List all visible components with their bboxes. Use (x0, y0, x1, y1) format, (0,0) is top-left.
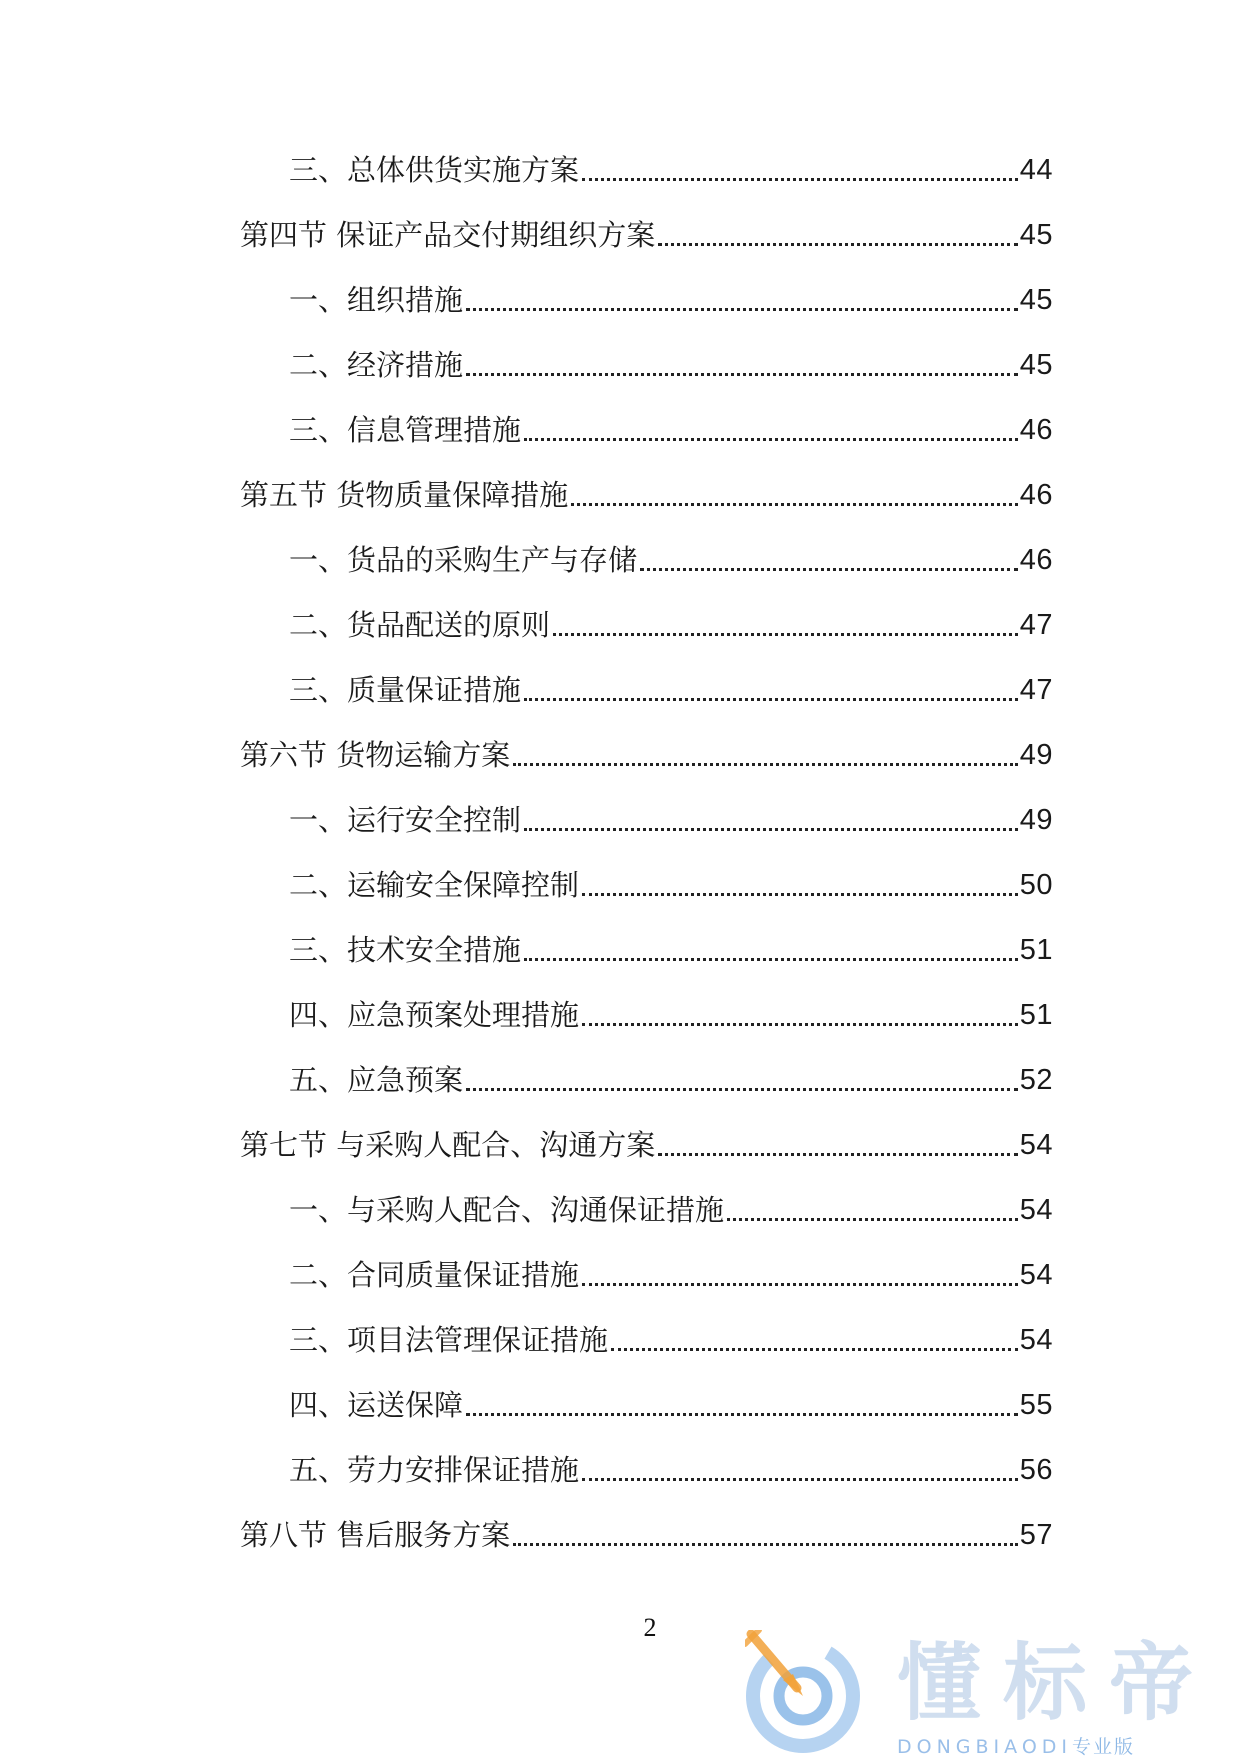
toc-entry[interactable] (289, 1060, 1053, 1100)
toc-entry[interactable] (289, 1450, 1053, 1490)
toc-entry[interactable] (289, 930, 1053, 970)
toc-entry[interactable] (289, 800, 1053, 840)
toc-entry-title: 三、项目法管理保证措施 (289, 1323, 609, 1357)
toc-entry-page: 56 (1019, 1454, 1053, 1486)
brand-watermark (745, 1630, 1225, 1758)
toc-entry-title: 二、运输安全保障控制 (289, 868, 580, 902)
toc-dot-leader (466, 1413, 1018, 1416)
toc-entry[interactable] (289, 410, 1053, 450)
toc-entry-page: 52 (1019, 1064, 1053, 1096)
toc-entry-title: 四、运送保障 (289, 1388, 464, 1422)
toc-entry-title: 五、劳力安排保证措施 (289, 1453, 580, 1487)
toc-dot-leader (553, 633, 1018, 636)
toc-entry-page: 54 (1019, 1259, 1053, 1291)
toc-entry[interactable] (289, 345, 1053, 385)
toc-entry[interactable] (240, 215, 1053, 255)
toc-entry-page: 49 (1019, 804, 1053, 836)
toc-entry-page: 54 (1019, 1194, 1053, 1226)
toc-entry-page: 45 (1019, 284, 1053, 316)
toc-dot-leader (658, 1153, 1018, 1156)
toc-entry-title: 一、与采购人配合、沟通保证措施 (289, 1193, 725, 1227)
toc-entry-title: 二、经济措施 (289, 348, 464, 382)
toc-dot-leader (640, 568, 1018, 571)
toc-entry-page: 49 (1019, 739, 1053, 771)
toc-entry-title: 第五节 货物质量保障措施 (240, 478, 569, 512)
toc-entry[interactable] (289, 1320, 1053, 1360)
toc-entry[interactable] (289, 1255, 1053, 1295)
toc-entry-page: 51 (1019, 999, 1053, 1031)
toc-entry[interactable] (289, 865, 1053, 905)
toc-entry-title: 四、应急预案处理措施 (289, 998, 580, 1032)
toc-entry[interactable] (289, 1190, 1053, 1230)
toc-dot-leader (513, 763, 1018, 766)
toc-entry-title: 三、信息管理措施 (289, 413, 522, 447)
toc-entry-title: 第六节 货物运输方案 (240, 738, 511, 772)
toc-entry-title: 二、合同质量保证措施 (289, 1258, 580, 1292)
toc-entry[interactable] (289, 150, 1053, 190)
toc-dot-leader (466, 1088, 1018, 1091)
toc-dot-leader (658, 243, 1018, 246)
toc-entry-title: 一、组织措施 (289, 283, 464, 317)
toc-entry[interactable] (289, 1385, 1053, 1425)
watermark-pinyin: DONGBIAODI (897, 1736, 1073, 1758)
toc-entry-page: 46 (1019, 414, 1053, 446)
toc-dot-leader (582, 1283, 1018, 1286)
toc-entry-title: 五、应急预案 (289, 1063, 464, 1097)
toc-dot-leader (582, 893, 1018, 896)
toc-dot-leader (571, 503, 1018, 506)
toc-entry-title: 三、技术安全措施 (289, 933, 522, 967)
toc-entry-title: 第四节 保证产品交付期组织方案 (240, 218, 656, 252)
toc-entry[interactable] (289, 995, 1053, 1035)
watermark-edition: 专业版 (1072, 1736, 1136, 1758)
toc-entry-page: 46 (1019, 544, 1053, 576)
toc-dot-leader (524, 438, 1018, 441)
toc-dot-leader (582, 1478, 1018, 1481)
toc-entry-page: 54 (1019, 1129, 1053, 1161)
toc-entry[interactable] (289, 280, 1053, 320)
watermark-subtitle (897, 1732, 1135, 1759)
toc-entry-title: 第七节 与采购人配合、沟通方案 (240, 1128, 656, 1162)
toc-dot-leader (466, 308, 1018, 311)
toc-entry-title: 二、货品配送的原则 (289, 608, 551, 642)
toc-entry-title: 一、货品的采购生产与存储 (289, 543, 638, 577)
toc-entry-page: 54 (1019, 1324, 1053, 1356)
toc-entry-page: 51 (1019, 934, 1053, 966)
toc-entry-title: 第八节 售后服务方案 (240, 1518, 511, 1552)
toc-entry-page: 46 (1019, 479, 1053, 511)
toc-dot-leader (582, 1023, 1018, 1026)
toc-entry[interactable] (289, 540, 1053, 580)
toc-entry[interactable] (289, 605, 1053, 645)
watermark-brand-name: 懂标帝 (897, 1634, 1216, 1732)
toc-entry[interactable] (240, 735, 1053, 775)
toc-dot-leader (524, 698, 1018, 701)
toc-entry[interactable] (240, 1515, 1053, 1555)
toc-entry-page: 47 (1019, 609, 1053, 641)
toc-entry-page: 57 (1019, 1519, 1053, 1551)
toc-entry-title: 三、总体供货实施方案 (289, 153, 580, 187)
toc-entry-page: 47 (1019, 674, 1053, 706)
toc-dot-leader (727, 1218, 1018, 1221)
target-arrow-logo-icon (745, 1630, 875, 1754)
page-number: 2 (643, 1613, 657, 1642)
toc-dot-leader (466, 373, 1018, 376)
toc-dot-leader (524, 958, 1018, 961)
toc-entry-page: 44 (1019, 154, 1053, 186)
toc-dot-leader (513, 1543, 1018, 1546)
toc-entry-page: 50 (1019, 869, 1053, 901)
toc-entry[interactable] (240, 1125, 1053, 1165)
toc-entry-page: 55 (1019, 1389, 1053, 1421)
toc-entry-title: 三、质量保证措施 (289, 673, 522, 707)
toc-entry[interactable] (240, 475, 1053, 515)
toc-entry-title: 一、运行安全控制 (289, 803, 522, 837)
toc-dot-leader (611, 1348, 1018, 1351)
toc-entry-page: 45 (1019, 219, 1053, 251)
toc-dot-leader (524, 828, 1018, 831)
toc-dot-leader (582, 178, 1018, 181)
toc-entry-page: 45 (1019, 349, 1053, 381)
toc-entry[interactable] (289, 670, 1053, 710)
